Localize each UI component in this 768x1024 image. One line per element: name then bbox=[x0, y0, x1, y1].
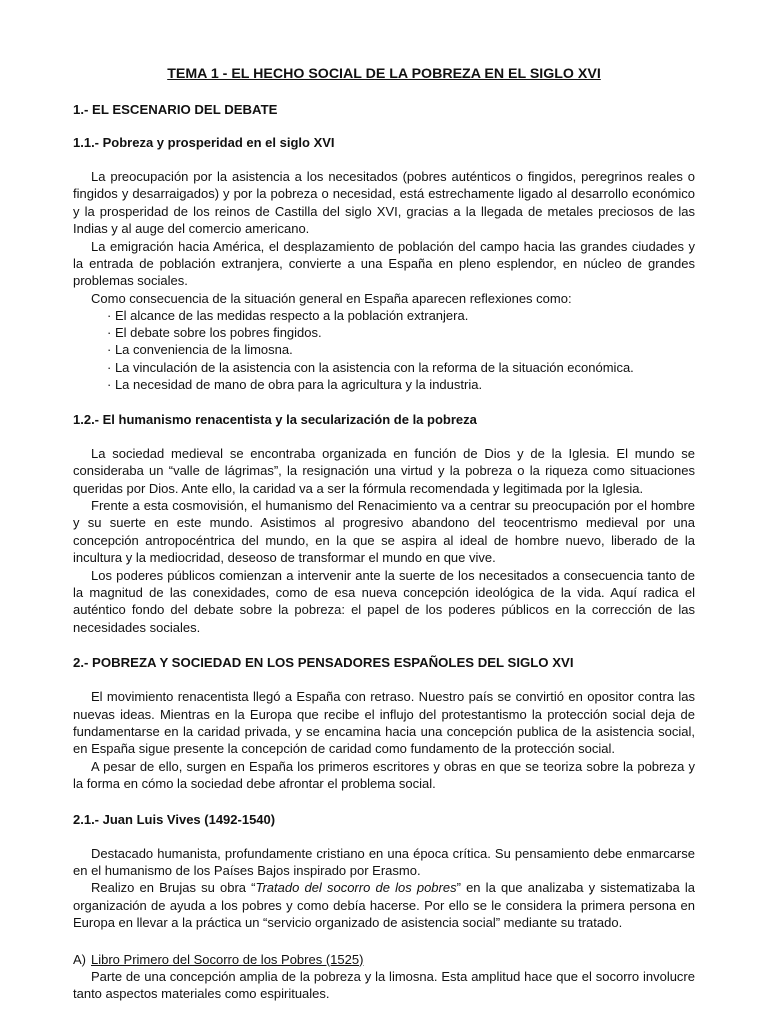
paragraph: La emigración hacia América, el desplazamiento de población del campo hacia las grandes ciudades y la entrada de población extranjera, convierte a una España en pleno esplendor, en núcleo de grandes problemas sociales. bbox=[73, 238, 695, 289]
reflections-list bbox=[73, 307, 695, 392]
paragraph: Parte de una concepción amplia de la pobreza y la limosna. Esta amplitud hace que el socorro involucre tanto aspectos materiales como espirituales. bbox=[73, 969, 695, 1002]
list-item: · La vinculación de la asistencia con la asistencia con la reforma de la situación económica. bbox=[107, 359, 634, 375]
document-title: TEMA 1 - EL HECHO SOCIAL DE LA POBREZA EN EL SIGLO XVI bbox=[167, 66, 601, 82]
section-1-1-body bbox=[73, 168, 695, 393]
text-run: ” en la que analizaba y sistematizaba la organización de ayuda a los pobres y como debía hacerse. Por ello se le considera la primera persona en Europa en llevar a la práctica un “servicio organizado de asistencia social” mediante su tratado. bbox=[73, 880, 695, 931]
section-1-1-heading: 1.1.- Pobreza y prosperidad en el siglo XVI bbox=[73, 135, 335, 150]
text-run: Realizo en Brujas su obra “ bbox=[91, 880, 256, 896]
paragraph: A pesar de ello, surgen en España los primeros escritores y obras en que se teoriza sobre la pobreza y la forma en cómo la sociedad debe afrontar el problema social. bbox=[73, 758, 695, 792]
paragraph: El movimiento renacentista llegó a España con retraso. Nuestro país se convirtió en opositor contra las nuevas ideas. Mientras en la Europa que recibe el influjo del protestantismo la protección social deja de fundamentarse en la caridad privada, y se encamina hacia una concepción publica de la asistencia social, en España sigue presente la concepción de caridad como fundamento de la protección social. bbox=[73, 689, 695, 757]
subsection-a bbox=[73, 951, 695, 1003]
section-1-2-heading: 1.2.- El humanismo renacentista y la secularización de la pobreza bbox=[73, 411, 477, 427]
section-1-2-body bbox=[73, 445, 695, 636]
list-item: · La conveniencia de la limosna. bbox=[107, 342, 293, 358]
section-2-heading: 2.- POBREZA Y SOCIEDAD EN LOS PENSADORES ESPAÑOLES DEL SIGLO XVI bbox=[73, 655, 574, 671]
section-2-1-heading: 2.1.- Juan Luis Vives (1492-1540) bbox=[73, 811, 276, 827]
paragraph: Frente a esta cosmovisión, el humanismo del Renacimiento va a centrar su preocupación por el hombre y su suerte en este mundo. Asistimos al progresivo abandono del teocentrismo medieval por una concepción antropocéntrica del mundo, en la que se aspira al ideal de hombre nuevo, liberado de la incultura y la mediocridad, deseoso de transformar el mundo en que vive. bbox=[73, 497, 695, 566]
list-item: · La necesidad de mano de obra para la agricultura y la industria. bbox=[107, 376, 483, 392]
work-title: Tratado del socorro de los pobres bbox=[255, 880, 457, 896]
paragraph: La preocupación por la asistencia a los necesitados (pobres auténticos o fingidos, peregrinos reales o fingidos y desarraigados) y por la pobreza o necesidad, está estrechamente ligado al desarrollo económico y la prosperidad de los reinos de Castilla del siglo XVI, gracias a la llegada de metales preciosos de las Indias y al auge del comercio americano. bbox=[73, 169, 695, 237]
subsection-a-heading bbox=[73, 951, 695, 968]
paragraph: La sociedad medieval se encontraba organizada en función de Dios y de la Iglesia. El mundo se consideraba un “valle de lágrimas”, la resignación una virtud y la pobreza o la riqueza como situaciones queridas por Dios. Ante ello, la caridad va a ser la fórmula recomendada y legitimada por la Iglesia. bbox=[73, 445, 695, 496]
subsection-title: Libro Primero del Socorro de los Pobres (1525) bbox=[91, 951, 364, 967]
list-item: · El alcance de las medidas respecto a la población extranjera. bbox=[107, 308, 469, 324]
section-2-body bbox=[73, 688, 695, 792]
paragraph bbox=[73, 879, 695, 931]
paragraph: Los poderes públicos comienzan a intervenir ante la suerte de los necesitados a consecuencia tanto de la magnitud de las conexidades, como de esa nueva concepción ideológica de la vida. Aquí radica el auténtico fondo del debate sobre la pobreza: el papel de los poderes públicos en la corrección de las necesidades sociales. bbox=[73, 567, 695, 635]
list-item: · El debate sobre los pobres fingidos. bbox=[107, 325, 322, 341]
section-2-1-body bbox=[73, 845, 695, 932]
section-1-heading: 1.- EL ESCENARIO DEL DEBATE bbox=[73, 102, 278, 117]
paragraph: Destacado humanista, profundamente cristiano en una época crítica. Su pensamiento debe enmarcarse en el humanismo de los Países Bajos inspirado por Erasmo. bbox=[73, 845, 695, 879]
subsection-letter: A) bbox=[73, 951, 86, 967]
paragraph: Como consecuencia de la situación general en España aparecen reflexiones como: bbox=[91, 290, 572, 306]
